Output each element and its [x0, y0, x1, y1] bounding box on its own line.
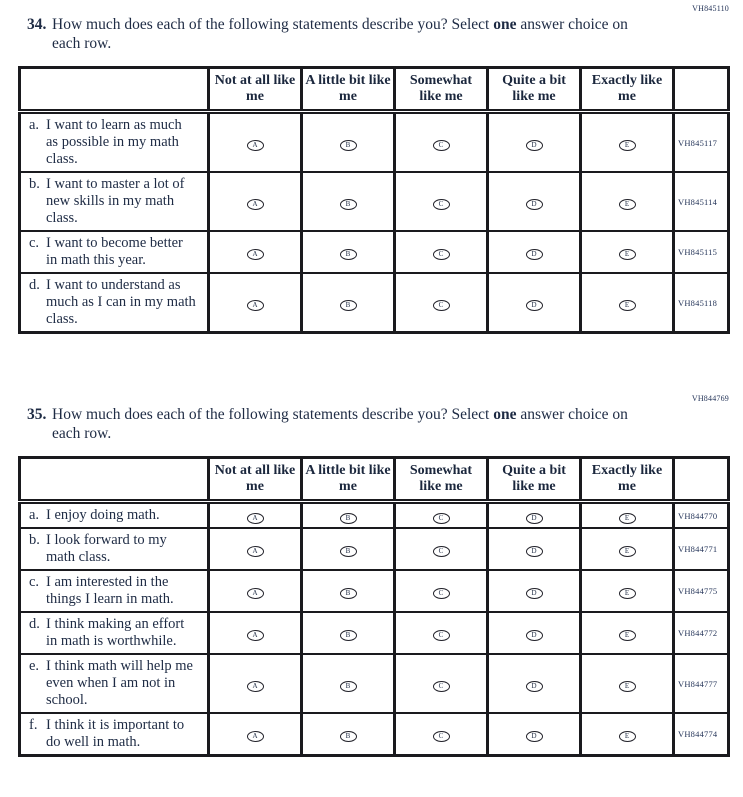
option-cell [488, 112, 581, 173]
option-cell [581, 528, 674, 570]
accession-code: VH844769 [691, 394, 729, 403]
row-code: VH845117 [674, 112, 729, 173]
question-number: 35. [27, 406, 47, 423]
answer-bubble-c[interactable]: C [433, 140, 450, 151]
prompt-end: answer choice on each row. [52, 16, 628, 52]
answer-bubble-e[interactable]: E [619, 140, 636, 151]
option-cell [209, 654, 302, 713]
answer-table-34 [18, 66, 730, 334]
row-letter: a. [29, 117, 40, 133]
answer-bubble-d[interactable]: D [526, 140, 543, 151]
row-letter: c. [29, 574, 40, 590]
option-cell [395, 570, 488, 612]
option-cell [302, 112, 395, 173]
table-body [20, 502, 729, 756]
statement-text: I am interested in the things I learn in math. [46, 574, 174, 607]
statement-row [20, 502, 729, 529]
answer-bubble-a[interactable]: A [247, 588, 264, 599]
answer-bubble-e[interactable]: E [619, 681, 636, 692]
answer-bubble-e[interactable]: E [619, 199, 636, 210]
answer-bubble-c[interactable]: C [433, 249, 450, 260]
answer-bubble-b[interactable]: B [340, 630, 357, 641]
column-header: A little bit like me [302, 68, 395, 112]
statement-row [20, 612, 729, 654]
question-number: 34. [27, 16, 47, 33]
code-header-cell [674, 458, 729, 502]
statement-cell [20, 654, 209, 713]
row-code: VH844774 [674, 713, 729, 756]
option-cell [302, 502, 395, 529]
option-cell [209, 231, 302, 273]
answer-bubble-c[interactable]: C [433, 199, 450, 210]
statement-cell [20, 713, 209, 756]
statement-text: I think it is important to do well in math. [46, 717, 185, 750]
option-cell [209, 172, 302, 231]
statement-cell [20, 502, 209, 529]
answer-bubble-c[interactable]: C [433, 681, 450, 692]
option-cell [581, 273, 674, 333]
answer-bubble-b[interactable]: B [340, 249, 357, 260]
statement-cell [20, 612, 209, 654]
option-cell [395, 713, 488, 756]
statement-row [20, 570, 729, 612]
option-cell [302, 654, 395, 713]
option-cell [581, 654, 674, 713]
answer-bubble-a[interactable]: A [247, 731, 264, 742]
answer-bubble-e[interactable]: E [619, 546, 636, 557]
option-cell [488, 231, 581, 273]
statement-cell [20, 570, 209, 612]
option-cell [488, 172, 581, 231]
statement-row [20, 654, 729, 713]
option-cell [395, 528, 488, 570]
column-header: Not at all like me [209, 68, 302, 112]
option-cell [209, 713, 302, 756]
statement-text: I enjoy doing math. [46, 507, 160, 523]
option-cell [488, 502, 581, 529]
option-cell [302, 570, 395, 612]
row-code: VH845114 [674, 172, 729, 231]
row-code: VH844777 [674, 654, 729, 713]
column-header: Somewhat like me [395, 68, 488, 112]
option-cell [395, 502, 488, 529]
row-letter: e. [29, 658, 40, 674]
answer-bubble-d[interactable]: D [526, 300, 543, 311]
code-header-cell [674, 68, 729, 112]
prompt-bold: one [493, 16, 517, 33]
column-header: Exactly like me [581, 68, 674, 112]
statement-row [20, 713, 729, 756]
answer-bubble-c[interactable]: C [433, 300, 450, 311]
statement-text: I want to become better in math this year. [46, 235, 183, 268]
answer-bubble-c[interactable]: C [433, 731, 450, 742]
option-cell [302, 612, 395, 654]
statement-row [20, 273, 729, 333]
answer-bubble-d[interactable]: D [526, 249, 543, 260]
statement-header-cell [20, 458, 209, 502]
option-cell [581, 713, 674, 756]
answer-bubble-a[interactable]: A [247, 681, 264, 692]
answer-bubble-e[interactable]: E [619, 300, 636, 311]
option-cell [581, 231, 674, 273]
answer-bubble-a[interactable]: A [247, 249, 264, 260]
question-prompt [52, 15, 629, 53]
answer-bubble-b[interactable]: B [340, 681, 357, 692]
option-cell [395, 273, 488, 333]
column-header: A little bit like me [302, 458, 395, 502]
prompt-start: How much does each of the following statements describe you? Select [52, 16, 494, 33]
statement-cell [20, 172, 209, 231]
answer-bubble-b[interactable]: B [340, 588, 357, 599]
statement-row [20, 231, 729, 273]
answer-bubble-e[interactable]: E [619, 630, 636, 641]
column-header: Not at all like me [209, 458, 302, 502]
header-row [20, 68, 729, 112]
statement-text: I look forward to my math class. [46, 532, 167, 565]
answer-bubble-a[interactable]: A [247, 513, 264, 524]
option-cell [581, 112, 674, 173]
answer-bubble-b[interactable]: B [340, 731, 357, 742]
answer-bubble-a[interactable]: A [247, 630, 264, 641]
answer-bubble-b[interactable]: B [340, 513, 357, 524]
option-cell [488, 570, 581, 612]
row-letter: b. [29, 176, 40, 192]
column-header: Exactly like me [581, 458, 674, 502]
row-letter: c. [29, 235, 40, 251]
question-prompt [52, 405, 629, 443]
answer-bubble-c[interactable]: C [433, 630, 450, 641]
option-cell [395, 231, 488, 273]
option-cell [488, 612, 581, 654]
answer-bubble-d[interactable]: D [526, 681, 543, 692]
option-cell [581, 172, 674, 231]
column-header: Somewhat like me [395, 458, 488, 502]
answer-bubble-a[interactable]: A [247, 199, 264, 210]
row-letter: f. [29, 717, 38, 733]
answer-bubble-e[interactable]: E [619, 249, 636, 260]
statement-cell [20, 528, 209, 570]
answer-bubble-d[interactable]: D [526, 588, 543, 599]
statement-cell [20, 112, 209, 173]
column-header: Quite a bit like me [488, 68, 581, 112]
answer-bubble-c[interactable]: C [433, 513, 450, 524]
statement-text: I think making an effort in math is worthwhile. [46, 616, 185, 649]
answer-bubble-d[interactable]: D [526, 199, 543, 210]
table-body [20, 112, 729, 333]
option-cell [209, 112, 302, 173]
option-cell [302, 713, 395, 756]
row-code: VH844775 [674, 570, 729, 612]
answer-bubble-c[interactable]: C [433, 588, 450, 599]
option-cell [395, 612, 488, 654]
answer-bubble-d[interactable]: D [526, 513, 543, 524]
question-line [0, 405, 743, 443]
answer-bubble-b[interactable]: B [340, 199, 357, 210]
answer-bubble-e[interactable]: E [619, 513, 636, 524]
column-header: Quite a bit like me [488, 458, 581, 502]
row-code: VH844772 [674, 612, 729, 654]
row-code: VH844771 [674, 528, 729, 570]
statement-text: I want to master a lot of new skills in my math class. [46, 176, 185, 226]
question-34-section [0, 4, 743, 334]
table-header [20, 68, 729, 112]
option-cell [581, 612, 674, 654]
option-cell [302, 231, 395, 273]
row-letter: b. [29, 532, 40, 548]
option-cell [488, 273, 581, 333]
option-cell [209, 502, 302, 529]
answer-bubble-d[interactable]: D [526, 546, 543, 557]
option-cell [395, 112, 488, 173]
row-letter: d. [29, 277, 40, 293]
row-code: VH845115 [674, 231, 729, 273]
prompt-start: How much does each of the following statements describe you? Select [52, 406, 494, 423]
statement-text: I think math will help me even when I am not in school. [46, 658, 193, 708]
answer-bubble-a[interactable]: A [247, 300, 264, 311]
statement-row [20, 172, 729, 231]
statement-row [20, 112, 729, 173]
option-cell [302, 273, 395, 333]
answer-table-35 [18, 456, 730, 757]
statement-header-cell [20, 68, 209, 112]
option-cell [209, 612, 302, 654]
statement-row [20, 528, 729, 570]
option-cell [209, 528, 302, 570]
statement-cell [20, 231, 209, 273]
option-cell [581, 570, 674, 612]
option-cell [395, 172, 488, 231]
statement-cell [20, 273, 209, 333]
row-code: VH844770 [674, 502, 729, 529]
answer-bubble-e[interactable]: E [619, 731, 636, 742]
row-letter: d. [29, 616, 40, 632]
question-line [0, 15, 743, 53]
row-code: VH845118 [674, 273, 729, 333]
answer-bubble-d[interactable]: D [526, 731, 543, 742]
option-cell [209, 273, 302, 333]
option-cell [302, 172, 395, 231]
option-cell [302, 528, 395, 570]
table-header [20, 458, 729, 502]
answer-bubble-d[interactable]: D [526, 630, 543, 641]
option-cell [209, 570, 302, 612]
statement-text: I want to understand as much as I can in my math class. [46, 277, 196, 327]
option-cell [488, 528, 581, 570]
option-cell [488, 654, 581, 713]
prompt-bold: one [493, 406, 517, 423]
answer-bubble-c[interactable]: C [433, 546, 450, 557]
statement-text: I want to learn as much as possible in my math class. [46, 117, 182, 167]
row-letter: a. [29, 507, 40, 523]
answer-bubble-a[interactable]: A [247, 546, 264, 557]
header-row [20, 458, 729, 502]
answer-bubble-b[interactable]: B [340, 546, 357, 557]
option-cell [395, 654, 488, 713]
prompt-end: answer choice on each row. [52, 406, 628, 442]
option-cell [488, 713, 581, 756]
answer-bubble-b[interactable]: B [340, 140, 357, 151]
answer-bubble-e[interactable]: E [619, 588, 636, 599]
option-cell [581, 502, 674, 529]
answer-bubble-a[interactable]: A [247, 140, 264, 151]
question-35-section [0, 394, 743, 757]
answer-bubble-b[interactable]: B [340, 300, 357, 311]
accession-code: VH845110 [692, 4, 729, 13]
